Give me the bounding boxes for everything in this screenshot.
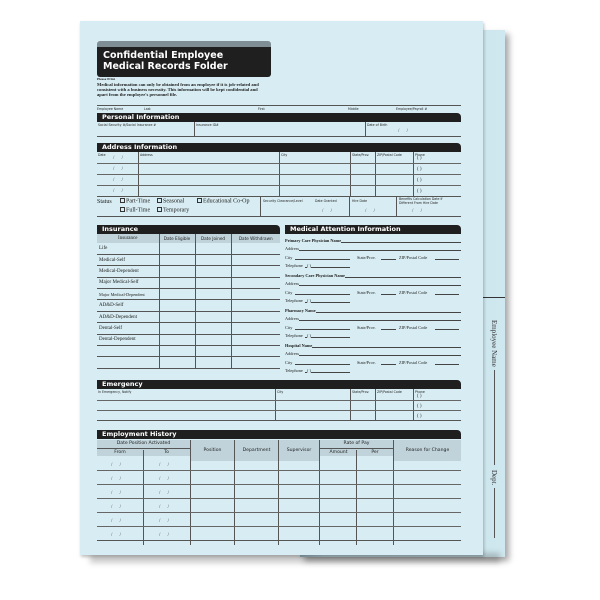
- hospital-block: [285, 340, 461, 374]
- state-field[interactable]: State/Prov.: [357, 324, 376, 330]
- middle-name-field[interactable]: Middle: [348, 107, 359, 111]
- rule: [97, 410, 461, 411]
- rule: [295, 329, 350, 330]
- date-slashes: / /: [113, 178, 127, 183]
- zip-header: ZIP/Postal Code: [377, 390, 402, 394]
- rule: [97, 484, 461, 485]
- from-header: From: [114, 450, 126, 456]
- to-date-slashes: / /: [159, 533, 173, 538]
- rule: [97, 216, 461, 217]
- divider: [349, 197, 350, 217]
- tab-employee-name-label: Employee Name: [490, 320, 498, 367]
- primary-physician-block: [285, 235, 461, 269]
- rule: [381, 364, 396, 365]
- emergency-contact-header: In Emergency, Notify: [98, 390, 132, 394]
- date-eligible-cell[interactable]: [159, 243, 195, 254]
- checkbox-temporary[interactable]: [157, 207, 189, 214]
- insurance-type: AD&D-Dependent: [97, 311, 159, 322]
- checkbox-icon: [157, 198, 162, 203]
- divider: [260, 197, 261, 217]
- checkbox-full-time[interactable]: [120, 207, 150, 214]
- insurance-type: Major Medical-Dependent: [97, 289, 159, 300]
- table-row: [97, 334, 280, 345]
- table-row: [97, 254, 280, 265]
- rule: [285, 355, 461, 356]
- from-date-slashes: / /: [111, 477, 125, 482]
- rule: [305, 337, 350, 338]
- date-joined-cell[interactable]: [195, 300, 231, 311]
- date-joined-cell[interactable]: [195, 323, 231, 334]
- form-page: [80, 21, 483, 555]
- phone-paren: ( ): [307, 368, 311, 373]
- zip-field[interactable]: ZIP/Postal Code: [399, 289, 428, 295]
- tab-divider: [483, 297, 505, 298]
- address-field[interactable]: Address: [285, 246, 300, 251]
- option-label: Part-Time: [126, 198, 151, 205]
- address-field[interactable]: Address: [285, 351, 300, 356]
- option-label: Seasonal: [163, 198, 185, 205]
- folder-tab-label: [490, 320, 504, 560]
- please-print-label: Please Print: [97, 77, 115, 81]
- first-name-field[interactable]: First: [258, 107, 265, 111]
- rule: [97, 540, 461, 541]
- date-joined-cell[interactable]: [195, 334, 231, 345]
- date-withdrawn-cell[interactable]: [231, 277, 280, 288]
- city-field[interactable]: City: [285, 254, 293, 260]
- divider: [375, 389, 376, 421]
- address-field[interactable]: Address: [285, 281, 300, 286]
- date-eligible-cell[interactable]: [159, 346, 195, 357]
- rule: [285, 250, 461, 251]
- rule: [381, 259, 396, 260]
- city-header: City: [281, 153, 288, 157]
- per-header: Per: [371, 450, 379, 456]
- insurance-header: Insurance: [97, 225, 280, 234]
- checkbox-icon: [120, 207, 125, 212]
- reason-for-change-header: Reason for Change: [394, 440, 461, 461]
- rule: [305, 267, 350, 268]
- from-date-slashes: / /: [111, 533, 125, 538]
- phone-paren: ( ): [417, 156, 422, 161]
- zip-field[interactable]: ZIP/Postal Code: [399, 254, 428, 260]
- divider: [234, 440, 235, 545]
- supervisor-header: Supervisor: [279, 440, 319, 461]
- date-withdrawn-cell[interactable]: [231, 289, 280, 300]
- pharmacy-block: [285, 305, 461, 339]
- rule: [285, 285, 461, 286]
- to-header: To: [164, 450, 169, 456]
- state-field[interactable]: State/Prov.: [357, 359, 376, 365]
- option-label: Educational Co-Op: [203, 198, 250, 205]
- emergency-header: Emergency: [97, 380, 461, 389]
- divider: [319, 440, 320, 545]
- rule: [97, 163, 461, 164]
- pharmacy-name-field[interactable]: Pharmacy Name: [285, 307, 316, 313]
- column-header-date-eligible: Date Eligible: [159, 234, 195, 243]
- state-header: State/Prov.: [352, 390, 370, 394]
- rule: [97, 136, 461, 137]
- date-withdrawn-cell[interactable]: [231, 357, 280, 368]
- date-joined-cell[interactable]: [195, 346, 231, 357]
- date-withdrawn-cell[interactable]: [231, 266, 280, 277]
- date-withdrawn-cell[interactable]: [231, 334, 280, 345]
- last-name-field[interactable]: Last: [144, 107, 151, 111]
- phone-paren: ( ): [417, 189, 422, 194]
- date-slashes: / /: [113, 167, 127, 172]
- table-row: [97, 346, 280, 357]
- telephone-field[interactable]: Telephone: [285, 333, 303, 338]
- date-eligible-cell[interactable]: [159, 357, 195, 368]
- payroll-number-field[interactable]: Employee/Payroll #: [396, 107, 428, 111]
- phone-paren: ( ): [417, 414, 422, 419]
- table-row: [97, 357, 280, 368]
- rule: [97, 400, 461, 401]
- position-header: Position: [191, 440, 234, 461]
- date-granted-field[interactable]: Date Granted: [315, 199, 337, 203]
- column-header-insurance: Insurance: [97, 234, 159, 243]
- insurance-type[interactable]: [97, 357, 159, 368]
- checkbox-icon: [197, 198, 202, 203]
- date-slashes: / /: [365, 209, 379, 214]
- ssn-field[interactable]: Social Security #/Social Insurance #: [98, 123, 157, 127]
- hospital-name-field[interactable]: Hospital Name: [285, 342, 313, 348]
- zip-field[interactable]: ZIP/Postal Code: [399, 359, 428, 365]
- column-header-date-withdrawn: Date Withdrawn: [231, 234, 280, 243]
- secondary-physician-block: [285, 270, 461, 304]
- checkbox-icon: [120, 198, 125, 203]
- date-eligible-cell[interactable]: [159, 266, 195, 277]
- to-date-slashes: / /: [159, 463, 173, 468]
- city-field[interactable]: City: [285, 289, 293, 295]
- table-row: [97, 300, 280, 311]
- date-of-birth-field[interactable]: Date of Birth: [367, 123, 388, 127]
- checkbox-part-time[interactable]: [120, 198, 150, 205]
- checkbox-seasonal[interactable]: [157, 198, 184, 205]
- rule: [97, 174, 461, 175]
- insurance-type: Medical-Self: [97, 254, 159, 265]
- secondary-physician-name-field[interactable]: Secondary Care Physician Name: [285, 272, 345, 278]
- employee-name-label: Employee Name: [97, 107, 124, 111]
- date-slashes: / /: [322, 209, 336, 214]
- insurance-type[interactable]: [97, 346, 159, 357]
- state-field[interactable]: State/Prov.: [357, 254, 376, 260]
- date-withdrawn-cell[interactable]: [231, 323, 280, 334]
- address-date-header: Date: [98, 153, 106, 157]
- page-title: [97, 47, 271, 77]
- phone-paren: ( ): [307, 263, 311, 268]
- phone-paren: ( ): [417, 178, 422, 183]
- insurance-type: AD&D-Self: [97, 300, 159, 311]
- amount-header: Amount: [329, 450, 348, 456]
- date-eligible-cell[interactable]: [159, 289, 195, 300]
- telephone-field[interactable]: Telephone: [285, 298, 303, 303]
- rule: [435, 364, 459, 365]
- primary-physician-name-field[interactable]: Primary Care Physician Name: [285, 237, 342, 243]
- insurance-table: [97, 234, 280, 369]
- date-eligible-cell[interactable]: [159, 311, 195, 322]
- phone-paren: ( ): [417, 404, 422, 409]
- title-line-1: Confidential Employee: [103, 50, 224, 61]
- date-joined-cell[interactable]: [195, 254, 231, 265]
- tab-dept-line: [494, 488, 495, 538]
- rule: [97, 420, 461, 421]
- column-header-date-joined: Date Joined: [195, 234, 231, 243]
- to-date-slashes: / /: [159, 505, 173, 510]
- disclaimer-text: Medical information can only be obtained from an employee if it is job-related and consistent with a business necessity. This information will be kept confidential and apart from the employee's personnel file.: [97, 82, 259, 97]
- divider: [365, 122, 366, 136]
- divider: [194, 122, 195, 136]
- checkbox-icon: [157, 207, 162, 212]
- table-row: [97, 277, 280, 288]
- date-eligible-cell[interactable]: [159, 323, 195, 334]
- date-eligible-cell[interactable]: [159, 334, 195, 345]
- date-joined-cell[interactable]: [195, 266, 231, 277]
- to-date-slashes: / /: [159, 519, 173, 524]
- from-date-slashes: / /: [111, 491, 125, 496]
- city-header: City: [277, 390, 284, 394]
- benefits-calculation-date-field[interactable]: Benefits Calculation Date If Different From Hire Date: [399, 197, 443, 205]
- state-field[interactable]: State/Prov.: [357, 289, 376, 295]
- date-withdrawn-cell[interactable]: [231, 300, 280, 311]
- rate-of-pay-header: Rate of Pay: [320, 440, 393, 448]
- tab-dept-label: Dept.: [490, 470, 498, 486]
- date-joined-cell[interactable]: [195, 311, 231, 322]
- phone-header: Phone: [415, 153, 425, 157]
- date-joined-cell[interactable]: [195, 357, 231, 368]
- rule: [295, 364, 350, 365]
- rule: [435, 329, 459, 330]
- title-line-2: Medical Records Folder: [103, 61, 228, 72]
- telephone-field[interactable]: Telephone: [285, 263, 303, 268]
- security-clearance-field[interactable]: Security Clearance/Level: [263, 199, 303, 203]
- table-row: [97, 243, 280, 254]
- rule: [381, 329, 396, 330]
- insurance-id-field[interactable]: Insurance ID#: [196, 123, 219, 127]
- rule: [97, 470, 461, 471]
- table-row: [97, 289, 280, 300]
- address-field[interactable]: Address: [285, 316, 300, 321]
- rule: [435, 259, 459, 260]
- insurance-type: Dental-Dependent: [97, 334, 159, 345]
- rule: [295, 259, 350, 260]
- date-slashes: / /: [113, 189, 127, 194]
- date-slashes: / /: [113, 156, 127, 161]
- date-eligible-cell[interactable]: [159, 277, 195, 288]
- insurance-type: Dental-Self: [97, 323, 159, 334]
- phone-paren: ( ): [417, 394, 422, 399]
- city-field[interactable]: City: [285, 324, 293, 330]
- tab-name-line: [494, 370, 495, 465]
- from-date-slashes: / /: [111, 505, 125, 510]
- dob-slashes: / /: [398, 129, 412, 134]
- divider: [278, 440, 279, 545]
- phone-paren: ( ): [307, 333, 311, 338]
- table-row: [97, 323, 280, 334]
- date-withdrawn-cell[interactable]: [231, 243, 280, 254]
- date-eligible-cell[interactable]: [159, 300, 195, 311]
- rule: [285, 320, 461, 321]
- table-row: [97, 311, 280, 322]
- rule: [305, 372, 350, 373]
- date-withdrawn-cell[interactable]: [231, 346, 280, 357]
- date-withdrawn-cell[interactable]: [231, 311, 280, 322]
- insurance-type: Life: [97, 243, 159, 254]
- divider: [393, 440, 394, 545]
- status-label: Status: [97, 199, 112, 205]
- date-joined-cell[interactable]: [195, 289, 231, 300]
- telephone-field[interactable]: Telephone: [285, 368, 303, 373]
- hire-date-field[interactable]: Hire Date: [352, 199, 368, 203]
- date-withdrawn-cell[interactable]: [231, 254, 280, 265]
- option-label: Temporary: [163, 207, 190, 214]
- divider: [396, 197, 397, 217]
- insurance-type: Major Medical-Self: [97, 277, 159, 288]
- department-header: Department: [235, 440, 278, 461]
- city-field[interactable]: City: [285, 359, 293, 365]
- phone-paren: ( ): [307, 298, 311, 303]
- rule: [97, 498, 461, 499]
- personal-information-header: Personal Information: [97, 113, 461, 122]
- from-date-slashes: / /: [111, 463, 125, 468]
- to-date-slashes: / /: [159, 491, 173, 496]
- date-eligible-cell[interactable]: [159, 254, 195, 265]
- rule: [97, 526, 461, 527]
- phone-paren: ( ): [417, 167, 422, 172]
- rule: [97, 185, 461, 186]
- checkbox-educational-co-op[interactable]: [197, 198, 250, 205]
- date-joined-cell[interactable]: [195, 277, 231, 288]
- rule: [305, 302, 350, 303]
- employment-history-header: Employment History: [97, 430, 461, 439]
- to-date-slashes: / /: [159, 477, 173, 482]
- rule: [381, 294, 396, 295]
- zip-header: ZIP/Postal Code: [377, 153, 402, 157]
- date-joined-cell[interactable]: [195, 243, 231, 254]
- date-position-activated-header: Date Position Activated: [97, 440, 190, 448]
- address-header: Address: [140, 153, 153, 157]
- state-header: State/Prov.: [352, 153, 370, 157]
- divider: [413, 389, 414, 421]
- phone-header: Phone: [415, 390, 425, 394]
- option-label: Full-Time: [126, 207, 151, 214]
- table-row: [97, 266, 280, 277]
- medical-attention-header: Medical Attention Information: [285, 225, 461, 234]
- divider: [275, 389, 276, 421]
- from-date-slashes: / /: [111, 519, 125, 524]
- zip-field[interactable]: ZIP/Postal Code: [399, 324, 428, 330]
- insurance-type: Medical-Dependent: [97, 266, 159, 277]
- title-block: [97, 41, 271, 75]
- address-information-header: Address Information: [97, 143, 461, 152]
- divider: [350, 389, 351, 421]
- divider: [190, 440, 191, 545]
- date-slashes: / /: [412, 209, 426, 214]
- rule: [97, 512, 461, 513]
- rule: [435, 294, 459, 295]
- rule: [295, 294, 350, 295]
